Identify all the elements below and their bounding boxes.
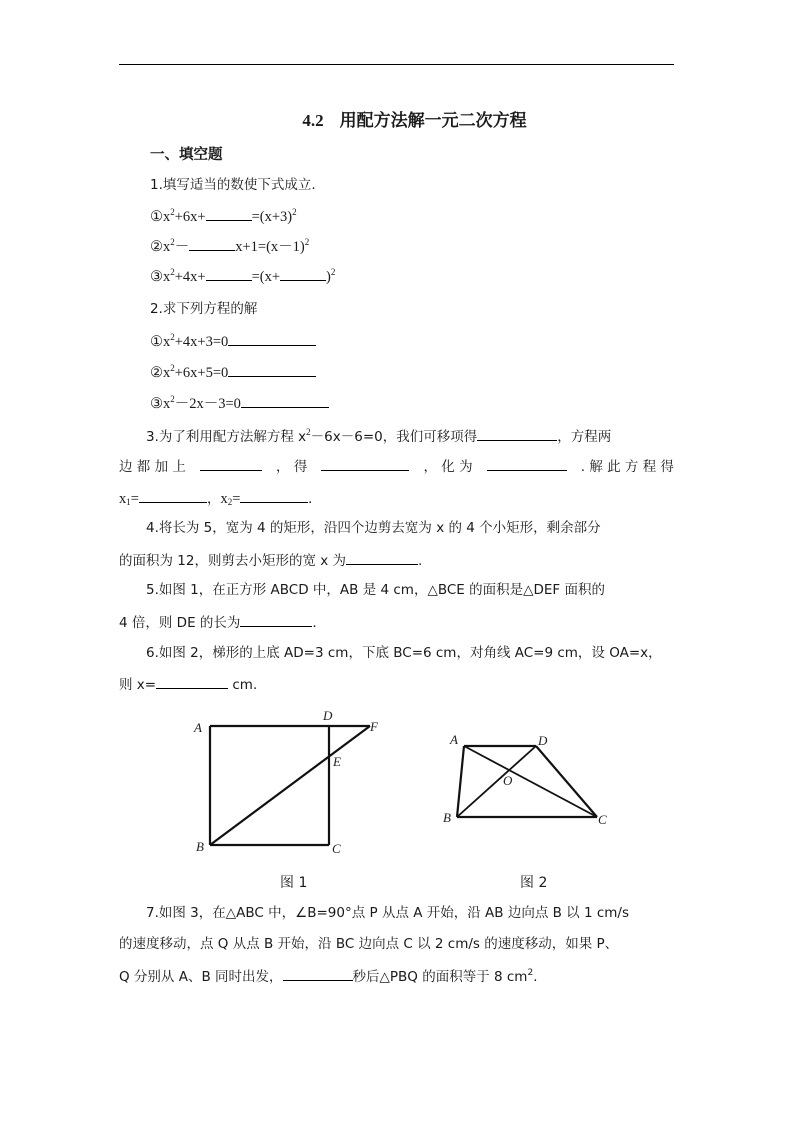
header-rule (119, 64, 674, 65)
page-title (0, 106, 793, 131)
figure-1-caption: 图 1 (280, 875, 308, 891)
answer-blank[interactable] (280, 266, 326, 281)
diagonal-BD (457, 746, 536, 817)
answer-blank[interactable] (241, 393, 329, 408)
q5-line-1: 5.如图 1，在正方形 ABCD 中，AB 是 4 cm，△BCE 的面积是△DEF 面积的 (146, 582, 605, 598)
answer-blank[interactable] (228, 362, 316, 377)
answer-blank[interactable] (283, 966, 353, 981)
title-number: 4.2 (302, 111, 324, 130)
label-A: A (450, 732, 458, 747)
section-heading: 一、填空题 (150, 147, 223, 163)
q5-line-2: 4 倍，则 DE 的长为 . (119, 612, 317, 633)
answer-blank[interactable] (200, 456, 262, 471)
q7-line-3: Q 分别从 A、B 同时出发， 秒后△PBQ 的面积等于 8 $cm^2$. (119, 968, 538, 985)
answer-blank[interactable] (346, 550, 418, 565)
segment-DC (536, 746, 597, 817)
label-E: E (333, 754, 341, 769)
segment-BF (210, 726, 370, 845)
figure-1-square-diagram (180, 700, 400, 870)
label-F: F (370, 719, 378, 734)
q1-stem: 1.填写适当的数使下式成立. (150, 177, 316, 193)
answer-blank[interactable] (156, 674, 228, 689)
label-O: O (503, 773, 513, 788)
label-C: C (598, 812, 607, 827)
q2-stem: 2.求下列方程的解 (150, 301, 258, 317)
figure-2-trapezoid-diagram (430, 720, 630, 840)
answer-blank[interactable] (189, 236, 235, 251)
q3-line-2: 边 都 加 上 ， 得 ， 化 为 . 解 此 方 程 得 (119, 456, 674, 477)
label-D: D (323, 708, 333, 723)
q2-item-2: $②x^2+6x+5=0$ (150, 362, 316, 383)
answer-blank[interactable] (228, 331, 316, 346)
q4-line-2: 的面积为 12，则剪去小矩形的宽 x 为 . (119, 550, 422, 571)
q1-item-1: $①x^2+6x+ =(x+3)^2$ (150, 207, 297, 225)
answer-blank[interactable] (139, 488, 207, 503)
q7-line-1: 7.如图 3，在△ABC 中，∠B=90°点 P 从点 A 开始，沿 AB 边向点 B 以 1 cm/s (146, 905, 630, 921)
title-text: 用配方法解一元二次方程 (339, 111, 527, 131)
answer-blank[interactable] (487, 456, 567, 471)
answer-blank[interactable] (477, 426, 557, 441)
q7-line-2: 的速度移动，点 Q 从点 B 开始，沿 BC 边向点 C 以 2 cm/s 的速度移动，如果 P、 (119, 936, 619, 952)
answer-blank[interactable] (206, 266, 252, 281)
q2-item-1: $①x^2+4x+3=0$ (150, 331, 316, 352)
label-B: B (196, 839, 204, 854)
q3-line-3: $x_1=$ ，$x_2=$ . (119, 488, 312, 509)
label-A: A (194, 720, 202, 735)
q6-line-1: 6.如图 2，梯形的上底 AD=3 cm，下底 BC=6 cm，对角线 AC=9 cm，设 OA=x， (146, 645, 662, 661)
q4-line-1: 4.将长为 5，宽为 4 的矩形，沿四个边剪去宽为 x 的 4 个小矩形，剩余部分 (146, 520, 601, 536)
q6-line-2: 则 x= cm. (119, 674, 257, 695)
answer-blank[interactable] (240, 612, 312, 627)
label-B: B (443, 810, 451, 825)
q1-item-2: $②x^2- x+1=(x-1)^2$ (150, 237, 310, 255)
answer-blank[interactable] (240, 488, 308, 503)
q3-line-1: 3.为了利用配方法解方程 $x^2-6x-6=0$，我们可移项得 ，方程两 (146, 427, 612, 445)
label-C: C (332, 841, 341, 856)
segment-AB (457, 746, 464, 817)
q2-item-3: $③x^2-2x-3=0$ (150, 393, 329, 414)
q1-item-3: $③x^2+4x+ =(x+ )^2$ (150, 267, 336, 285)
label-D: D (538, 733, 548, 748)
diagonal-AC (464, 746, 597, 817)
answer-blank[interactable] (321, 456, 409, 471)
figure-2-caption: 图 2 (520, 875, 548, 891)
answer-blank[interactable] (206, 206, 252, 221)
